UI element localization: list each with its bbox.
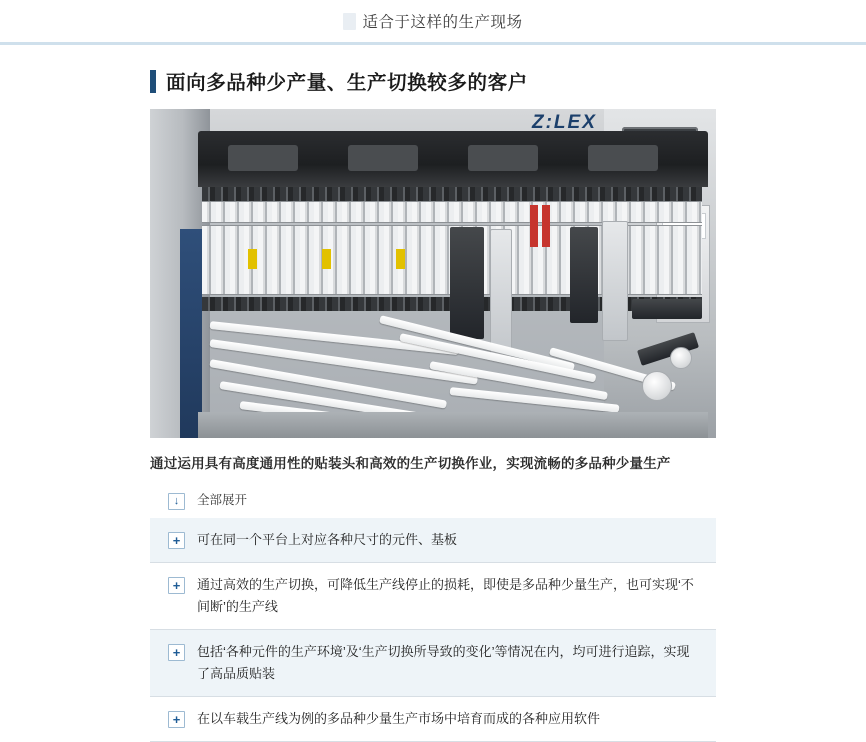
machine-left-blue-panel <box>180 229 202 438</box>
machine-brand-logo: Z:LEX <box>532 112 597 133</box>
machine-base-strip <box>198 412 708 438</box>
banner-title: 适合于这样的生产现场 <box>362 14 523 31</box>
feeder-bank-dark <box>202 187 702 201</box>
tape-reel <box>670 347 692 369</box>
plus-icon: + <box>168 532 185 549</box>
section-heading <box>150 67 716 95</box>
expand-all-button[interactable] <box>150 484 716 517</box>
feeder-bank-row <box>202 201 702 223</box>
expand-all-label: 全部展开 <box>197 493 248 508</box>
plus-icon: + <box>168 644 185 661</box>
accordion-item-label: 通过高效的生产切换，可降低生产线停止的损耗，即使是多品种少量生产，也可实现‘不间断’的生产线 <box>197 576 694 614</box>
accordion-item-1[interactable] <box>150 518 716 563</box>
content-area <box>0 45 866 742</box>
feeder-marker <box>322 249 331 269</box>
feeder-cassette <box>602 221 628 341</box>
smt-placement-machine-photo <box>150 109 716 438</box>
square-mark-icon <box>343 13 356 30</box>
banner-content <box>343 10 522 32</box>
page-title: 面向多品种少产量、生产切换较多的客户 <box>166 72 528 94</box>
accordion-item-label: 在以车载生产线为例的多品种少量生产市场中培育而成的各种应用软件 <box>197 710 601 726</box>
machine-handle <box>632 299 702 319</box>
heading-accent-bar <box>150 70 156 93</box>
accordion-item-label: 可在同一个平台上对应各种尺寸的元件、基板 <box>197 531 458 547</box>
feeder-marker <box>248 249 257 269</box>
feeder-marker-red <box>530 205 538 247</box>
feeder-module <box>450 227 484 339</box>
beam-slot <box>348 145 418 171</box>
accordion-item-3[interactable] <box>150 630 716 697</box>
plus-icon: + <box>168 577 185 594</box>
beam-slot <box>468 145 538 171</box>
page-banner <box>0 0 866 45</box>
tape-reel <box>642 371 672 401</box>
plus-icon: + <box>168 711 185 728</box>
feeder-marker-red <box>542 205 550 247</box>
feeder-cassette <box>490 229 512 359</box>
accordion-item-4[interactable] <box>150 697 716 742</box>
beam-slot <box>228 145 298 171</box>
beam-slot <box>588 145 658 171</box>
feeder-module <box>570 227 598 323</box>
feeder-marker <box>396 249 405 269</box>
accordion-item-label: 包括‘各种元件的生产环境’及‘生产切换所导致的变化’等情况在内，均可进行追踪，实现了高品质贴装 <box>197 643 690 681</box>
machine-top-beam <box>198 131 708 187</box>
accordion-item-2[interactable] <box>150 563 716 630</box>
photo-caption: 通过运用具有高度通用性的贴装头和高效的生产切换作业，实现流畅的多品种少量生产 <box>150 456 671 471</box>
down-arrow-icon: ↓ <box>168 493 185 510</box>
accordion-list <box>150 484 716 742</box>
